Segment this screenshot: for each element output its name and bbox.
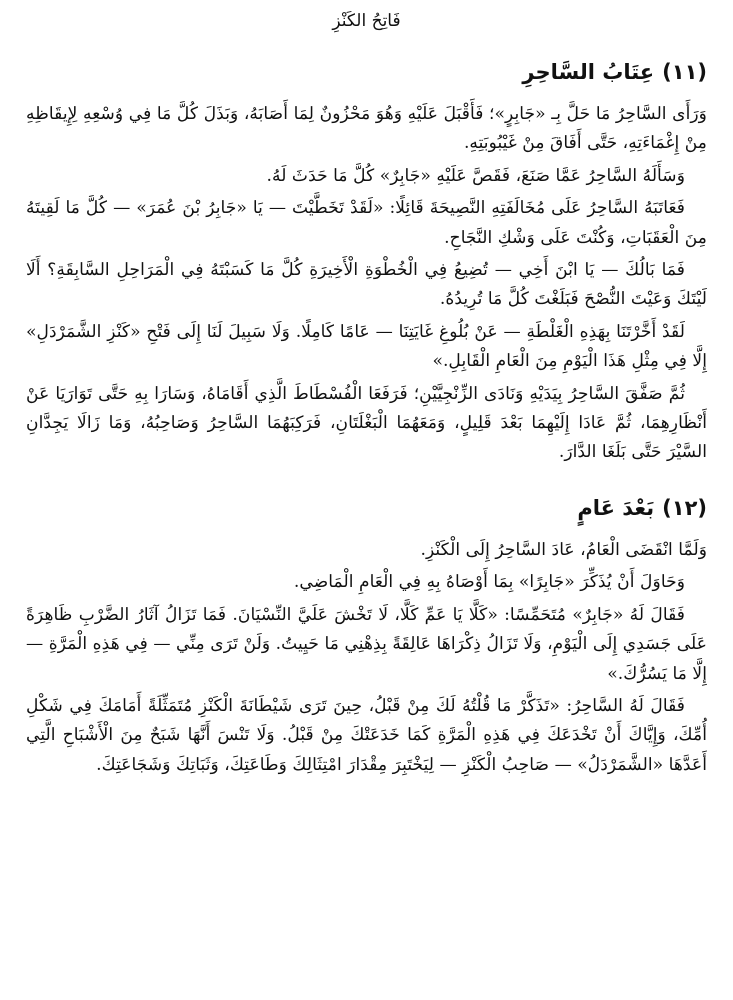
paragraph: ثُمَّ صَفَّقَ السَّاحِرُ بِيَدَيْهِ وَنَادَى الزِّنْجِيَّيْنِ؛ فَرَفَعَا الْفُسْطَاطَ الَّذِي أَقَامَاهُ، وَسَارَا بِهِ حَتَّى تَوَارَيَا عَنْ أَنْظَارِهِمَا، ثُمَّ عَادَا إِلَيْهِمَا بَعْدَ قَلِيلٍ، وَمَعَهُمَا الْبَغْلَتَانِ، فَرَكِبَهُمَا السَّاحِرُ وَصَاحِبُهُ، وَمَا زَالَا يَجِدَّانِ السَّيْرَ حَتَّى بَلَغَا الدَّارَ. — [26, 383, 707, 463]
paragraph: فَقَالَ لَهُ السَّاحِرُ: «تَذَكَّرْ مَا قُلْتُهُ لَكَ مِنْ قَبْلُ، حِينَ تَرَى شَيْطَانَةَ الْكَنْزِ مُتَمَثِّلَةً أَمَامَكَ فِي شَكْلِ أُمِّكَ، وَإِيَّاكَ أَنْ تَخْدَعَكَ فِي هَذِهِ الْمَرَّةِ كَمَا خَدَعَتْكَ مِنْ قَبْلُ. وَلَا تَنْسَ أَنَّهَا شَبَحٌ مِنَ الْأَشْبَاحِ الَّتِي أَعَدَّهَا «الشَّمَرْدَلُ» — صَاحِبُ الْكَنْزِ — لِيَخْتَبِرَ مِقْدَارَ امْتِثَالِكَ وَطَاعَتِكَ، وَثَبَاتِكَ وَشَجَاعَتِكَ. — [26, 695, 707, 775]
chapter-heading-12 — [26, 494, 707, 522]
chapter-title: بَعْدَ عَامٍ — [577, 495, 655, 520]
paragraph: فَعَاتَبَهُ السَّاحِرُ عَلَى مُخَالَفَتِهِ النَّصِيحَةَ قَائِلًا: «لَقَدْ تَخَطَّيْتَ — يَا «جَابِرُ بْنَ عُمَرَ» — كُلَّ مَا لَقِيتَهُ مِنَ الْعَقَبَاتِ، وَكُنْتَ عَلَى وَشْكِ النَّجَاحِ. — [26, 198, 707, 248]
running-title: فَاتِحُ الكَنْزِ — [332, 11, 401, 31]
chapter-title: عِتَابُ السَّاحِرِ — [522, 60, 655, 84]
paragraph: وَحَاوَلَ أَنْ يُذَكِّرَ «جَابِرًا» بِمَا أَوْصَاهُ بِهِ فِي الْعَامِ الْمَاضِي. — [293, 572, 685, 593]
paragraph: وَسَأَلَهُ السَّاحِرُ عَمَّا صَنَعَ، فَقَصَّ عَلَيْهِ «جَابِرٌ» كُلَّ مَا حَدَثَ لَهُ. — [266, 165, 685, 186]
paragraph: لَقَدْ أَخَّرْتَنَا بِهَذِهِ الْغَلْطَةِ — عَنْ بُلُوغِ غَايَتِنَا — عَامًا كَامِلًا. وَلَا سَبِيلَ لَنَا إِلَى فَتْحِ «كَنْزِ الشَّمَرْدَلِ» إِلَّا فِي مِثْلِ هَذَا الْيَوْمِ مِنَ الْعَامِ الْقَابِلِ.» — [26, 321, 707, 372]
paragraph: وَلَمَّا انْقَضَى الْعَامُ، عَادَ السَّاحِرُ إِلَى الْكَنْزِ. — [420, 539, 707, 560]
paragraph: فَمَا بَالُكَ — يَا ابْنَ أَخِي — تُضِيعُ فِي الْخُطْوَةِ الْأَخِيرَةِ كُلَّ مَا كَسَبْتَهُ فِي الْمَرَاحِلِ السَّابِقَةِ؟ أَلَا لَيْتَكَ وَعَيْتَ النُّصْحَ فَبَلَغْتَ كُلَّ مَا تُرِيدُهُ. — [26, 260, 707, 310]
chapter-heading-11 — [26, 58, 707, 86]
paragraph: فَقَالَ لَهُ «جَابِرٌ» مُتَحَمِّسًا: «كَلَّا يَا عَمِّ كَلَّا، لَا تَخْشَ عَلَيَّ النِّسْيَانَ. فَمَا تَزَالُ آثَارُ الضَّرْبِ ظَاهِرَةً عَلَى جَسَدِي إِلَى الْيَوْمِ، وَلَا تَزَالُ ذِكْرَاهَا عَالِقَةً بِذِهْنِي مَا حَيِيتُ. وَلَنْ تَرَى مِنِّي — فِي هَذِهِ الْمَرَّةِ — إِلَّا مَا يَسُرُّكَ.» — [26, 604, 707, 684]
chapter-number: (١٢) — [662, 495, 707, 520]
chapter-number: (١١) — [662, 60, 707, 84]
paragraph: وَرَأَى السَّاحِرُ مَا حَلَّ بِـ «جَابِرٍ»؛ فَأَقْبَلَ عَلَيْهِ وَهُوَ مَحْزُونٌ لِمَا أَصَابَهُ، وَبَذَلَ كُلَّ مَا فِي وُسْعِهِ لِإِيقَاظِهِ مِنْ إِغْمَاءَتِهِ، حَتَّى أَفَاقَ مِنْ غَيْبُوبَتِهِ. — [26, 104, 707, 154]
